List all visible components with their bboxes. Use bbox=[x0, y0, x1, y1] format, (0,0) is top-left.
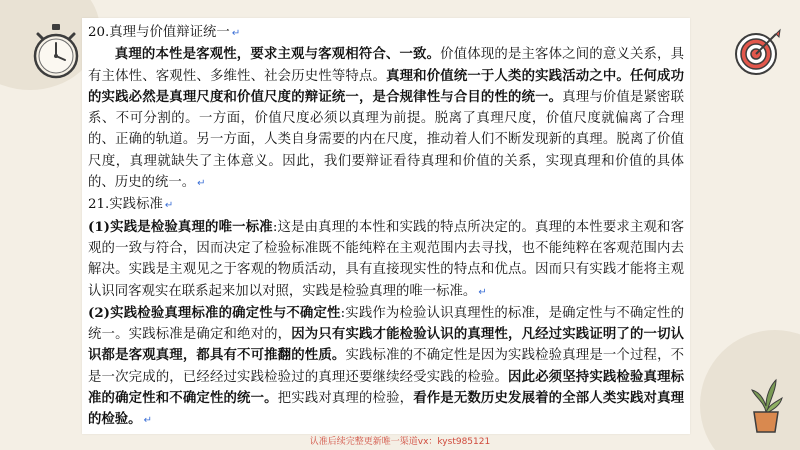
paragraph-practice-sole-criterion bbox=[88, 217, 684, 303]
paragraph-mark: ↵ bbox=[478, 286, 487, 298]
potted-plant-icon bbox=[746, 372, 786, 434]
body-text: 价值体现的是主客体之间的意义关系，具有主体性、客观性、多维性、社会历史性等特点。 bbox=[88, 47, 685, 84]
body-text: :这是由真理的本性和实践的特点所决定的。真理的本性要求主观和客观的一致与符合，因而决定了检验标准既不能纯粹在主观范围内去寻找，也不能纯粹在客观范围内去解决。实践是主观见之于客观的物质活动，具有直接现实性的特点和优点。因而只有实践才能将主观认识同客观实在联系起来加以对照，实践是检验真理的唯一标准。 bbox=[88, 219, 684, 299]
document-page bbox=[82, 18, 690, 434]
clock-icon bbox=[30, 24, 82, 80]
bold-text: 因此必须坚持实践检验真理标准的确定性和不确定性的统一。 bbox=[88, 368, 685, 407]
bold-text: 因为只有实践才能检验认识的真理性，凡经过实践证明了的一切认识都是客观真理，都具有不可推翻的性质。 bbox=[88, 326, 685, 364]
body-text: 真理与价值是紧密联系、不可分割的。一方面，价值尺度必须以真理为前提。脱离了真理尺度，价值尺度就偏离了合理的、正确的轨道。另一方面，人类自身需要的内在尺度，推动着人们不断发现新的真理。脱离了价值尺度，真理就缺失了主体意义。因此，我们要辩证看待真理和价值的关系，实现真理和价值的具体的、历史的统一。 bbox=[88, 89, 685, 191]
paragraph-mark: ↵ bbox=[231, 28, 241, 39]
body-text: 把实践对真理的检验， bbox=[277, 391, 414, 407]
body-text: 实践标准的不确定性是因为实践检验真理是一个过程，不是一次完成的，已经经过实践检验过的真理还要继续经受实践的检验。 bbox=[88, 348, 685, 385]
footer-watermark: 认准后续完整更新唯一渠道vx：kyst985121 bbox=[309, 437, 491, 447]
heading-text: 21.实践标准 bbox=[88, 197, 163, 213]
paragraph-mark: ↵ bbox=[164, 200, 174, 212]
paragraph-truth-value bbox=[88, 44, 684, 194]
bold-text: 看作是无数历史发展着的全部人类实践对真理的检验。 bbox=[88, 390, 685, 428]
bold-text: (2)实践检验真理标准的确定性与不确定性 bbox=[88, 304, 341, 321]
section-21-heading bbox=[88, 194, 684, 216]
heading-text: 20.真理与价值辩证统一 bbox=[88, 25, 230, 40]
section-20-heading bbox=[88, 22, 684, 44]
body-text: :实践作为检验认识真理性的标准，是确定性与不确定性的统一。实践标准是确定和绝对的， bbox=[88, 305, 684, 343]
bold-text: 真理的本性是客观性，要求主观与客观相符合、一致。 bbox=[114, 46, 441, 63]
paragraph-certainty-uncertainty bbox=[88, 303, 684, 432]
paragraph-mark: ↵ bbox=[197, 178, 206, 190]
bold-text: 真理和价值统一于人类的实践活动之中。任何成功的实践必然是真理尺度和价值尺度的辩证统一，是合规律性与合目的性的统一。 bbox=[88, 67, 684, 105]
bold-text: (1)实践是检验真理的唯一标准 bbox=[88, 218, 273, 235]
paragraph-mark: ↵ bbox=[143, 415, 152, 427]
target-icon bbox=[732, 28, 782, 78]
